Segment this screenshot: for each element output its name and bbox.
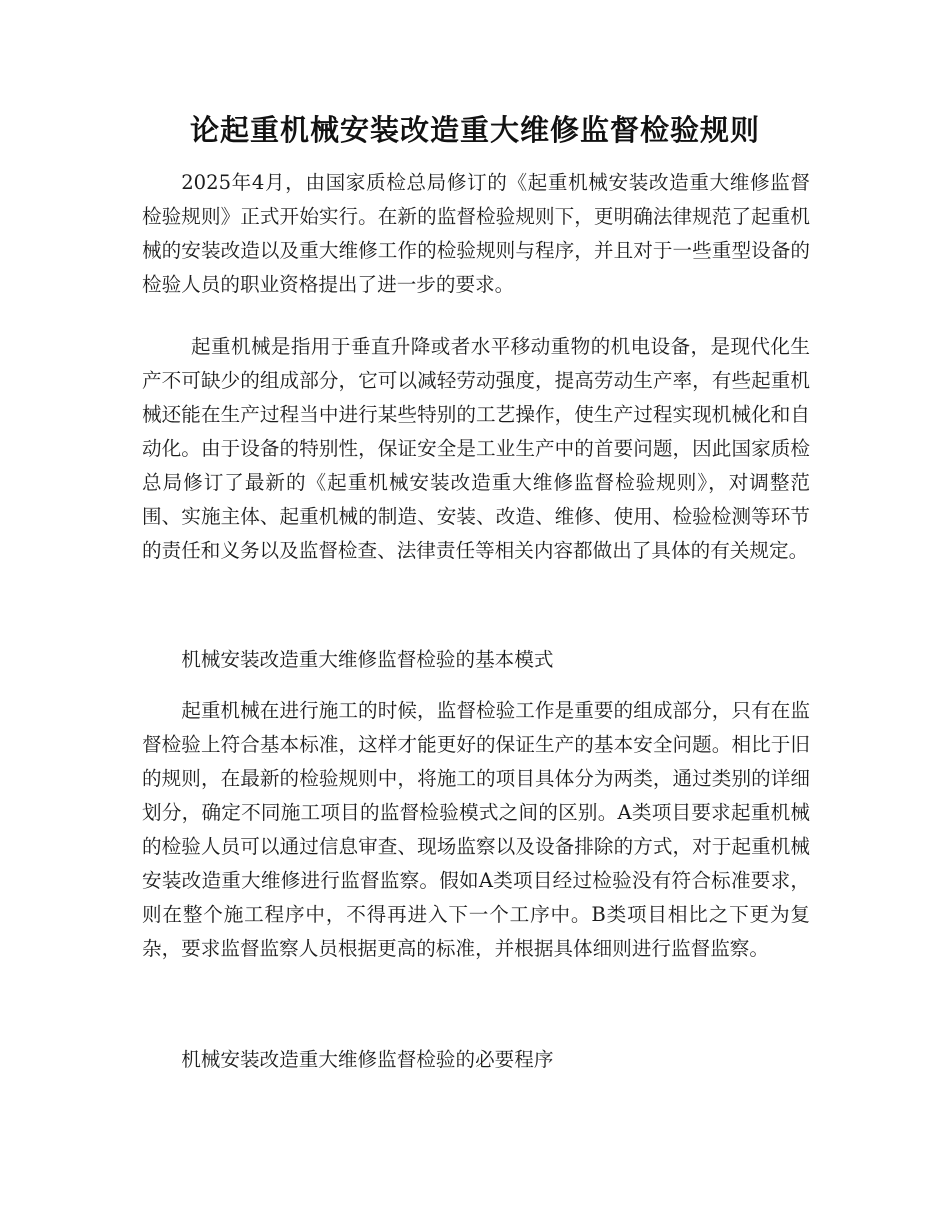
paragraph-definition: 起重机械是指用于垂直升降或者水平移动重物的机电设备，是现代化生产不可缺少的组成部分，它可以减轻劳动强度，提高劳动生产率，有些起重机械还能在生产过程当中进行某些特别的工艺操作，使生产过程实现机械化和自动化。由于设备的特别性，保证安全是工业生产中的首要问题，因此国家质检总局修订了最新的《起重机械安装改造重大维修监督检验规则》，对调整范围、实施主体、起重机械的制造、安装、改造、维修、使用、检验检测等环节的责任和义务以及监督检查、法律责任等相关内容都做出了具体的有关规定。 [142, 335, 810, 562]
paragraph-intro: 2025年4月，由国家质检总局修订的《起重机械安装改造重大维修监督检验规则》正式开始实行。在新的监督检验规则下，更明确法律规范了起重机械的安装改造以及重大维修工作的检验规则与程序，并且对于一些重型设备的检验人员的职业资格提出了进一步的要求。 [142, 171, 810, 296]
document-title: 论起重机械安装改造重大维修监督检验规则 [189, 113, 760, 147]
section-heading-basic-mode: 机械安装改造重大维修监督检验的基本模式 [181, 648, 554, 671]
section-heading-required-procedure: 机械安装改造重大维修监督检验的必要程序 [181, 1048, 554, 1071]
paragraph-basic-mode: 起重机械在进行施工的时候，监督检验工作是重要的组成部分，只有在监督检验上符合基本标准，这样才能更好的保证生产的基本安全问题。相比于旧的规则，在最新的检验规则中，将施工的项目具体分为两类，通过类别的详细划分，确定不同施工项目的监督检验模式之间的区别。A类项目要求起重机械的检验人员可以通过信息审查、现场监察以及设备排除的方式，对于起重机械安装改造重大维修进行监督监察。假如A类项目经过检验没有符合标准要求，则在整个施工程序中，不得再进入下一个工序中。B类项目相比之下更为复杂，要求监督监察人员根据更高的标准，并根据具体细则进行监督监察。 [142, 699, 810, 960]
